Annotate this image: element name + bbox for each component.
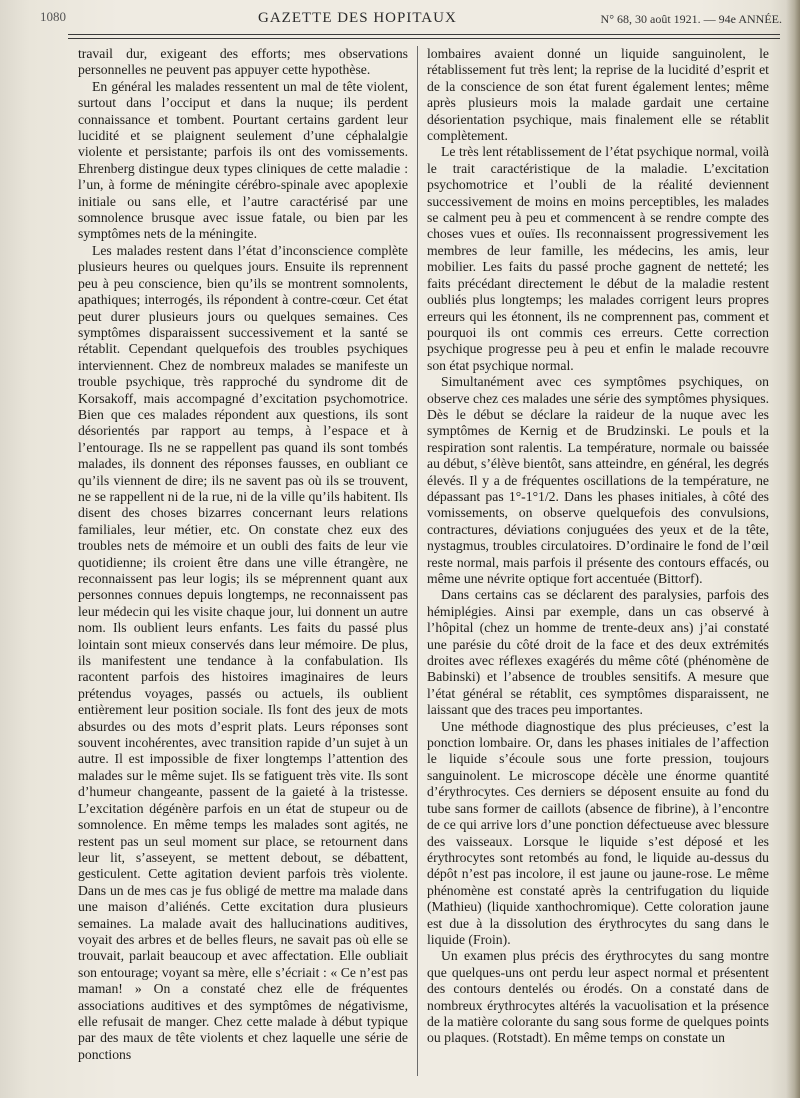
header-rule-thin bbox=[68, 38, 780, 39]
paragraph: travail dur, exigeant des efforts; mes observations personnelles ne peuvent pas appuyer cette hypothèse. bbox=[78, 46, 408, 78]
issue-info: N° 68, 30 août 1921. — 94e ANNÉE. bbox=[600, 12, 782, 26]
paragraph: Dans certains cas se déclarent des paralysies, parfois des hémiplégies. Ainsi par exemple, dans un cas observé à l’hôpital (chez un homme de trente-deux ans) j’ai constaté une parésie du côté droit de la face et des deux extrémités droites avec réflexes exagérés du même côté (phénomène de Babinski) et l’absence de troubles sensitifs. A mesure que l’état général se rétablit, ces symptômes disparaissent, ne laissant que des traces peu importantes. bbox=[427, 587, 769, 718]
paragraph: Un examen plus précis des érythrocytes du sang montre que quelques-uns ont perdu leur aspect normal et présentent des contours dentelés ou érodés. On a constaté dans de nombreux érythrocytes altérés la vacuolisation et la présence de la matière colorante du sang sous forme de quelques points ou plaques. (Rotstadt). En même temps on constate un bbox=[427, 948, 769, 1046]
left-column bbox=[78, 46, 408, 1086]
journal-title: GAZETTE DES HOPITAUX bbox=[258, 10, 457, 26]
paragraph: Une méthode diagnostique des plus précieuses, c’est la ponction lombaire. Or, dans les phases initiales de l’affection le liquide s’écoule sous une forte pression, toujours sanguinolent. Le microscope décèle une énorme quantité d’érythrocytes. Ces derniers se déposent ensuite au fond du tube sans former de caillots (absence de fibrine), à l’encontre de ce qui arrive lors d’une ponction défectueuse avec blessure des vaisseaux. Lorsque le liquide s’est déposé et les érythrocytes sont retombés au fond, le liquide au-dessus du dépôt n’est pas incolore, il est jaune ou jaune-rose. Le même phénomène est constaté après la centrifugation du liquide (Mathieu) (liquide xanthochromique). Cette coloration jaune est due à la dissolution des érythrocytes du sang dans le liquide (Froin). bbox=[427, 718, 769, 947]
page-binding-shadow bbox=[786, 0, 800, 1098]
column-divider bbox=[417, 46, 418, 1076]
paragraph: lombaires avaient donné un liquide sanguinolent, le rétablissement fut très lent; la reprise de la lucidité d’esprit et de la conscience de son état furent également lentes; même après plusieurs mois la malade gardait une certaine désorientation psychique, mais finalement elle se rétablit complètement. bbox=[427, 46, 769, 144]
page-number: 1080 bbox=[40, 9, 66, 24]
right-column bbox=[427, 46, 769, 1086]
paragraph: Les malades restent dans l’état d’inconscience complète plusieurs heures ou quelques jours. Ensuite ils reprennent peu à peu conscience, bien qu’ils se montrent somnolents, apathiques; interrogés, ils répondent à contre-cœur. Cet état peut durer plusieurs jours ou quelques semaines. Ces symptômes disparaissent successivement et la santé se rétablit. Cependant quelquefois des troubles psychiques interviennent. Chez de nombreux malades se manifeste un trouble psychique, très rapproché du syndrome dit de Korsakoff, mais accompagné d’excitation psychomotrice. Bien que ces malades répondent aux questions, ils sont désorientés par rapport au temps, à l’espace et à l’entourage. Ils ne se rappellent pas quand ils sont tombés malades, ils donnent des réponses fausses, en oubliant ce qu’ils viennent de dire; ils ne savent pas où ils se trouvent, ne se rappellent ni de la rue, ni de la ville qu’ils habitent. Ils disent des choses bizarres concernant leurs relations familiales, leur métier, etc. On constate chez eux des troubles nets de mémoire et un oubli des faits de leur vie quotidienne; ils croient être dans une ville étrangère, ne reconnaissent pas leur logis; ils se méprennent quant aux personnes connues depuis longtemps, ne reconnaissent pas leur médecin qui les visite chaque jour, lui donnent un autre nom. Ils oublient leurs enfants. Les faits du passé plus lointain sont mieux conservés dans leur mémoire. De plus, ils manifestent une tendance à la confabulation. Ils racontent parfois des histoires imaginaires de leurs prétendus voyages, passés ou actuels, ils oublient entièrement leur position sociale. Ils font des jeux de mots absurdes ou des mots d’esprit plats. Leurs réponses sont souvent incohérentes, avec transition rapide d’un sujet à un autre. Il est impossible de fixer longtemps l’attention des malades sur le même sujet. Ils se fatiguent très vite. Ils sont d’humeur changeante, passent de la gaieté à la tristesse. L’excitation dégénère parfois en un état de stupeur ou de somnolence. En même temps les malades sont agités, ne restent pas un seul moment sur place, se retournent dans leur lit, s’asseyent, se mettent debout, se débattent, gesticulent. Cette agitation devient parfois très violente. Dans un de mes cas je fus obligé de mettre ma malade dans une maison d’aliénés. Cette excitation dura plusieurs semaines. La malade avait des hallucinations auditives, voyait des arbres et de belles fleurs, ne savait pas où elle se trouvait, parlait beaucoup et avec affectation. Elle oubliait son entourage; voyant sa mère, elle s’écriait : « Ce n’est pas maman! » On a constaté chez elle de fréquentes associations auditives et des symptômes de négativisme, elle refusait de manger. Chez cette malade à début typique par des maux de tête violents et chez laquelle une série de ponctions bbox=[78, 242, 408, 1062]
paragraph: Le très lent rétablissement de l’état psychique normal, voilà le trait caractéristique de la maladie. L’excitation psychomotrice et l’oubli de la réalité deviennent successivement de moins en moins perceptibles, les malades se calment peu à peu et commencent à se rendre compte des choses vues et ouïes. Ils reconnaissent progressivement les membres de leur famille, les médecins, les amis, leur mobilier. Les faits du passé proche gagnent de netteté; les faits précédant directement le début de la maladie restent oubliés plus longtemps; les malades corrigent leurs propres erreurs qui les étonnent, ils ne comprennent pas, comment et pourquoi ils ont commis ces erreurs. Cette correction psychique progresse peu à peu et enfin le malade recouvre son état psychique normal. bbox=[427, 144, 769, 373]
header-rule bbox=[68, 34, 780, 35]
paragraph: En général les malades ressentent un mal de tête violent, surtout dans l’occiput et dans la nuque; ils perdent connaissance et tombent. Pourtant certains gardent leur lucidité et se plaignent seulement d’une céphalalgie violente et persistante; parfois ils ont des vomissements. Ehrenberg distingue deux types cliniques de cette maladie : l’un, à forme de méningite cérébro-spinale avec apoplexie initiale ou sans elle, et l’autre caractérisé par une somnolence brusque avec issue fatale, ou bien par les symptômes nets de la méningite. bbox=[78, 78, 408, 242]
paragraph: Simultanément avec ces symptômes psychiques, on observe chez ces malades une série des symptômes physiques. Dès le début se déclare la raideur de la nuque avec les symptômes de Kernig et de Brudzinski. Le pouls et la respiration sont ralentis. La température, normale ou baissée au début, s’élève bientôt, sans atteindre, en général, les degrés élevés. Il y a de fréquentes oscillations de la température, ne dépassant pas 1°-1°1/2. Dans les phases initiales, à côté des vomissements, on observe quelquefois des convulsions, contractures, déviations conjuguées des yeux et de la tête, nystagmus, troubles circulatoires. D’ordinaire le fond de l’œil reste normal, mais parfois il présente des contours effacés, ou même une névrite optique fort accentuée (Bittorf). bbox=[427, 374, 769, 586]
running-header bbox=[40, 6, 786, 32]
